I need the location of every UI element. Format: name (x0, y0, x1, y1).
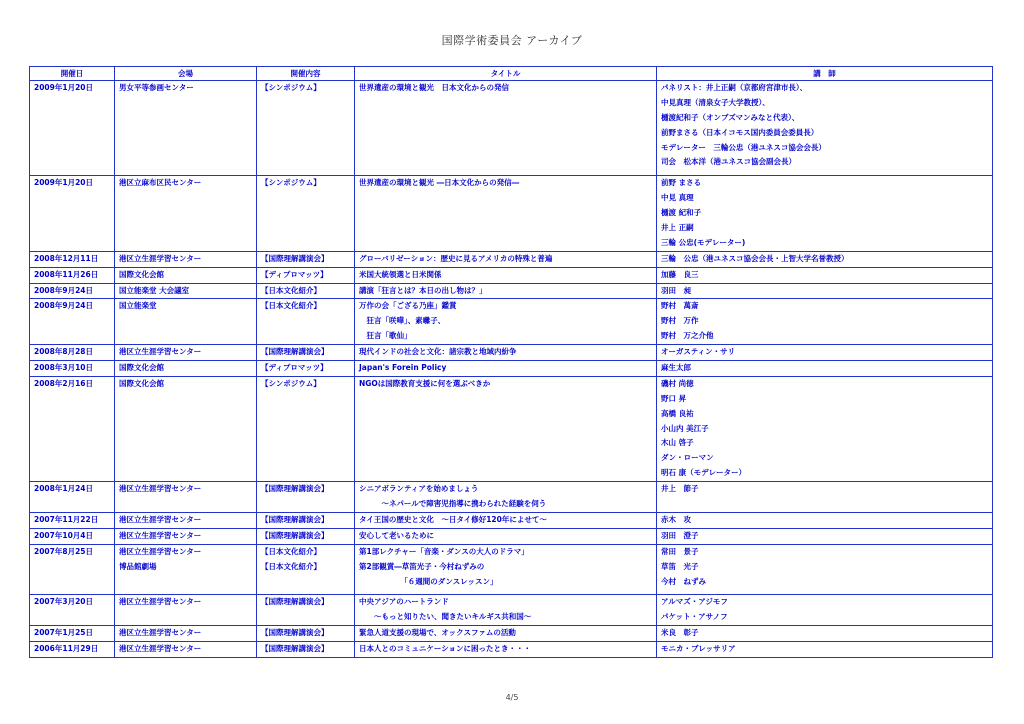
header-type: 開催内容 (257, 67, 355, 81)
venue-line: 港区立生涯学習センター (119, 644, 202, 654)
table-row (30, 482, 993, 513)
title-line: 世界遺産の環境と観光 ―日本文化からの発信― (359, 178, 520, 188)
table-row (30, 642, 993, 658)
venue-cell (115, 626, 257, 642)
title-cell (355, 626, 657, 642)
table-row (30, 376, 993, 481)
type-line: 【日本文化紹介】 (261, 561, 321, 571)
title-cell (355, 512, 657, 528)
type-cell (257, 251, 355, 267)
lecturer-line: 草笛 光子 (661, 561, 699, 571)
venue-line: 港区立生涯学習センター (119, 530, 202, 540)
venue-cell (115, 482, 257, 513)
venue-line: 港区立生涯学習センター (119, 546, 202, 556)
type-cell (257, 345, 355, 361)
venue-cell (115, 361, 257, 377)
venue-cell (115, 512, 257, 528)
lecturer-line: 樋渡 紀和子 (661, 208, 702, 218)
title-line: 中央アジアのハートランド (359, 597, 449, 607)
date-cell (30, 176, 115, 251)
header-date: 開催日 (30, 67, 115, 81)
lecturer-cell (657, 595, 993, 626)
lecturer-line: 明石 康（モデレーター） (661, 468, 746, 478)
title-line: グローバリゼーション：歴史に見るアメリカの特殊と普遍 (359, 253, 553, 263)
lecturer-line: 米良 彰子 (661, 628, 699, 638)
venue-line: 港区立生涯学習センター (119, 484, 202, 494)
lecturer-line: 野村 萬斎 (661, 301, 699, 311)
date-cell (30, 528, 115, 544)
table-row (30, 544, 993, 595)
date-text: 2008年9月24日 (34, 301, 94, 311)
lecturer-line: 三輪 公忠(モデレーター) (661, 237, 746, 247)
lecturer-cell (657, 283, 993, 299)
lecturer-line: 高橋 良祐 (661, 408, 694, 418)
type-cell (257, 299, 355, 345)
title-cell (355, 482, 657, 513)
table-body (30, 81, 993, 658)
table-row (30, 345, 993, 361)
title-cell (355, 267, 657, 283)
date-cell (30, 81, 115, 176)
date-text: 2008年2月16日 (34, 378, 94, 388)
date-text: 2007年3月20日 (34, 597, 94, 607)
type-cell (257, 361, 355, 377)
date-cell (30, 376, 115, 481)
lecturer-line: 前野まさる（日本イコモス国内委員会委員長） (661, 127, 819, 137)
lecturer-line: 樋渡紀和子（オンブズマンみなと代表）、 (661, 112, 800, 122)
lecturer-cell (657, 345, 993, 361)
venue-cell (115, 544, 257, 595)
title-line: タイ王国の歴史と文化 ～日タイ修好120年によせて～ (359, 514, 547, 524)
lecturer-cell (657, 512, 993, 528)
header-venue: 会場 (115, 67, 257, 81)
lecturer-line: 今村 ねずみ (661, 576, 706, 586)
type-cell (257, 544, 355, 595)
title-cell (355, 642, 657, 658)
lecturer-cell (657, 81, 993, 176)
title-line: シニアボランティアを始めましょう (359, 484, 479, 494)
title-line: 日本人とのコミュニケーションに困ったとき・・・ (359, 644, 532, 654)
venue-cell (115, 81, 257, 176)
lecturer-line: 加藤 良三 (661, 269, 699, 279)
title-cell (355, 361, 657, 377)
type-line: 【国際理解講演会】 (261, 644, 329, 654)
lecturer-cell (657, 176, 993, 251)
date-text: 2008年11月26日 (34, 269, 99, 279)
title-cell (355, 544, 657, 595)
lecturer-line: 前野 まさる (661, 178, 702, 188)
venue-cell (115, 595, 257, 626)
lecturer-line: 磯村 尚徳 (661, 378, 694, 388)
type-cell (257, 376, 355, 481)
header-title: タイトル (355, 67, 657, 81)
date-cell (30, 482, 115, 513)
type-cell (257, 595, 355, 626)
type-cell (257, 482, 355, 513)
venue-cell (115, 299, 257, 345)
type-cell (257, 642, 355, 658)
title-line: 現代インドの社会と文化：諸宗教と地域内紛争 (359, 347, 517, 357)
title-line: 第2部観賞―草笛光子・今村ねずみの (359, 561, 485, 571)
title-cell (355, 299, 657, 345)
title-line: 万作の会「ござる乃座」鑑賞 (359, 301, 457, 311)
type-line: 【国際理解講演会】 (261, 628, 329, 638)
lecturer-line: 赤木 攻 (661, 514, 691, 524)
archive-table (29, 66, 993, 658)
title-line: 安心して老いるために (359, 530, 434, 540)
date-cell (30, 299, 115, 345)
date-text: 2008年8月28日 (34, 347, 94, 357)
type-line: 【国際理解講演会】 (261, 597, 329, 607)
table-row (30, 595, 993, 626)
lecturer-line: 麻生太郎 (661, 363, 691, 373)
table-row (30, 251, 993, 267)
venue-line: 博品館劇場 (119, 561, 157, 571)
type-line: 【シンポジウム】 (261, 178, 321, 188)
date-cell (30, 512, 115, 528)
date-text: 2007年11月22日 (34, 514, 99, 524)
venue-line: 港区立麻布区民センター (119, 178, 202, 188)
title-line: 第1部レクチャー「音楽・ダンスの大人のドラマ」 (359, 546, 529, 556)
title-line: ～ネパールで障害児指導に携わられた経験を伺う (359, 499, 547, 509)
lecturer-cell (657, 642, 993, 658)
lecturer-line: オーガスティン・サリ (661, 347, 736, 357)
date-cell (30, 544, 115, 595)
venue-line: 港区立生涯学習センター (119, 253, 202, 263)
venue-cell (115, 251, 257, 267)
table-row (30, 176, 993, 251)
type-cell (257, 512, 355, 528)
title-line: 講演「狂言とは？本日の出し物は？」 (359, 285, 487, 295)
table-header-row (30, 67, 993, 81)
venue-line: 男女平等参画センター (119, 83, 194, 92)
type-line: 【日本文化紹介】 (261, 301, 321, 311)
lecturer-cell (657, 626, 993, 642)
date-cell (30, 267, 115, 283)
lecturer-cell (657, 482, 993, 513)
venue-line: 港区立生涯学習センター (119, 628, 202, 638)
lecturer-cell (657, 544, 993, 595)
type-cell (257, 176, 355, 251)
type-line: 【国際理解講演会】 (261, 514, 329, 524)
title-cell (355, 251, 657, 267)
title-cell (355, 528, 657, 544)
date-cell (30, 626, 115, 642)
venue-cell (115, 283, 257, 299)
lecturer-line: 中見 真理 (661, 193, 694, 203)
type-cell (257, 528, 355, 544)
header-lecturer: 講 師 (657, 67, 993, 81)
table-row (30, 512, 993, 528)
date-cell (30, 345, 115, 361)
lecturer-cell (657, 528, 993, 544)
type-line: 【シンポジウム】 (261, 83, 321, 92)
table-row (30, 361, 993, 377)
type-line: 【シンポジウム】 (261, 378, 321, 388)
row-spacer (661, 170, 988, 175)
type-cell (257, 267, 355, 283)
lecturer-line: 木山 啓子 (661, 438, 694, 448)
lecturer-line: 司会 松本洋（港ユネスコ協会副会長） (661, 157, 796, 167)
lecturer-line: 野村 万之介他 (661, 331, 714, 341)
lecturer-line: 羽田 澄子 (661, 530, 699, 540)
title-cell (355, 376, 657, 481)
row-spacer (661, 589, 988, 594)
title-line: 狂言「咲嘩」、素囃子、 (359, 316, 446, 326)
venue-cell (115, 528, 257, 544)
title-line: Japan's Forein Policy (359, 363, 447, 373)
venue-line: 国立能楽堂 (119, 301, 157, 311)
venue-line: 港区立生涯学習センター (119, 597, 202, 607)
lecturer-line: モニカ・ブレッサリア (661, 644, 736, 654)
lecturer-cell (657, 299, 993, 345)
title-cell (355, 595, 657, 626)
date-cell (30, 642, 115, 658)
table-row (30, 283, 993, 299)
date-text: 2008年12月11日 (34, 253, 99, 263)
date-text: 2008年1月24日 (34, 484, 94, 494)
title-line: 緊急人道支援の現場で、オックスファムの活動 (359, 628, 516, 638)
date-text: 2007年10月4日 (34, 530, 94, 540)
lecturer-cell (657, 361, 993, 377)
date-cell (30, 283, 115, 299)
lecturer-line: 野口 昇 (661, 393, 687, 403)
type-line: 【日本文化紹介】 (261, 546, 321, 556)
type-cell (257, 283, 355, 299)
venue-cell (115, 376, 257, 481)
lecturer-cell (657, 251, 993, 267)
table-row (30, 626, 993, 642)
lecturer-line: 小山内 美江子 (661, 423, 709, 433)
lecturer-line: 中見真理（清泉女子大学教授）、 (661, 97, 770, 107)
lecturer-line: 三輪 公忠（港ユネスコ協会会長・上智大学名誉教授） (661, 253, 849, 263)
venue-line: 国際文化会館 (119, 363, 164, 373)
lecturer-line: 常田 景子 (661, 546, 699, 556)
title-line: NGOは国際教育支援に何を選ぶべきか (359, 378, 491, 388)
table-row (30, 81, 993, 176)
venue-line: 国際文化会館 (119, 269, 164, 279)
title-line: ～もっと知りたい、聞きたいキルギス共和国～ (359, 612, 532, 622)
type-line: 【ディプロマッツ】 (261, 269, 328, 279)
date-text: 2008年9月24日 (34, 285, 94, 295)
lecturer-line: 井上 正嗣 (661, 223, 694, 233)
lecturer-line: ダン・ローマン (661, 453, 714, 463)
type-cell (257, 81, 355, 176)
table-row (30, 299, 993, 345)
venue-cell (115, 267, 257, 283)
lecturer-cell (657, 376, 993, 481)
title-line: 世界遺産の環境と観光 日本文化からの発信 (359, 83, 509, 92)
title-cell (355, 81, 657, 176)
lecturer-line: 野村 万作 (661, 316, 699, 326)
venue-cell (115, 176, 257, 251)
title-cell (355, 283, 657, 299)
venue-line: 国立能楽堂 大会議室 (119, 285, 190, 295)
lecturer-line: 井上 節子 (661, 484, 699, 494)
type-line: 【日本文化紹介】 (261, 285, 321, 295)
type-line: 【国際理解講演会】 (261, 347, 329, 357)
type-line: 【ディプロマッツ】 (261, 363, 328, 373)
type-line: 【国際理解講演会】 (261, 253, 329, 263)
venue-line: 港区立生涯学習センター (119, 514, 202, 524)
venue-line: 港区立生涯学習センター (119, 347, 202, 357)
title-line: 「６週間のダンスレッスン」 (359, 576, 498, 586)
lecturer-cell (657, 267, 993, 283)
date-text: 2009年1月20日 (34, 178, 94, 188)
date-text: 2007年1月25日 (34, 628, 94, 638)
title-cell (355, 345, 657, 361)
venue-cell (115, 642, 257, 658)
date-text: 2008年3月10日 (34, 363, 94, 373)
lecturer-line: アルマズ・アジモフ (661, 597, 728, 607)
date-text: 2009年1月20日 (34, 83, 94, 92)
date-text: 2007年8月25日 (34, 546, 94, 556)
date-text: 2006年11月29日 (34, 644, 99, 654)
date-cell (30, 361, 115, 377)
type-line: 【国際理解講演会】 (261, 530, 329, 540)
page-number: 4/5 (505, 693, 519, 702)
document-title: 国際学術委員会 アーカイブ (441, 34, 583, 47)
date-cell (30, 595, 115, 626)
type-line: 【国際理解講演会】 (261, 484, 329, 494)
venue-cell (115, 345, 257, 361)
venue-line: 国際文化会館 (119, 378, 164, 388)
title-line: 狂言「歌仙」 (359, 331, 412, 341)
title-line: 米国大統領選と日米関係 (359, 269, 442, 279)
date-cell (30, 251, 115, 267)
lecturer-line: パネリスト：井上正嗣（京都府宮津市長）、 (661, 83, 808, 92)
table-row (30, 528, 993, 544)
type-cell (257, 626, 355, 642)
table-row (30, 267, 993, 283)
lecturer-line: 羽田 昶 (661, 285, 691, 295)
lecturer-line: パケット・アサノフ (661, 612, 728, 622)
lecturer-line: モデレーター 三輪公忠（港ユネスコ協会会長） (661, 142, 826, 152)
title-cell (355, 176, 657, 251)
